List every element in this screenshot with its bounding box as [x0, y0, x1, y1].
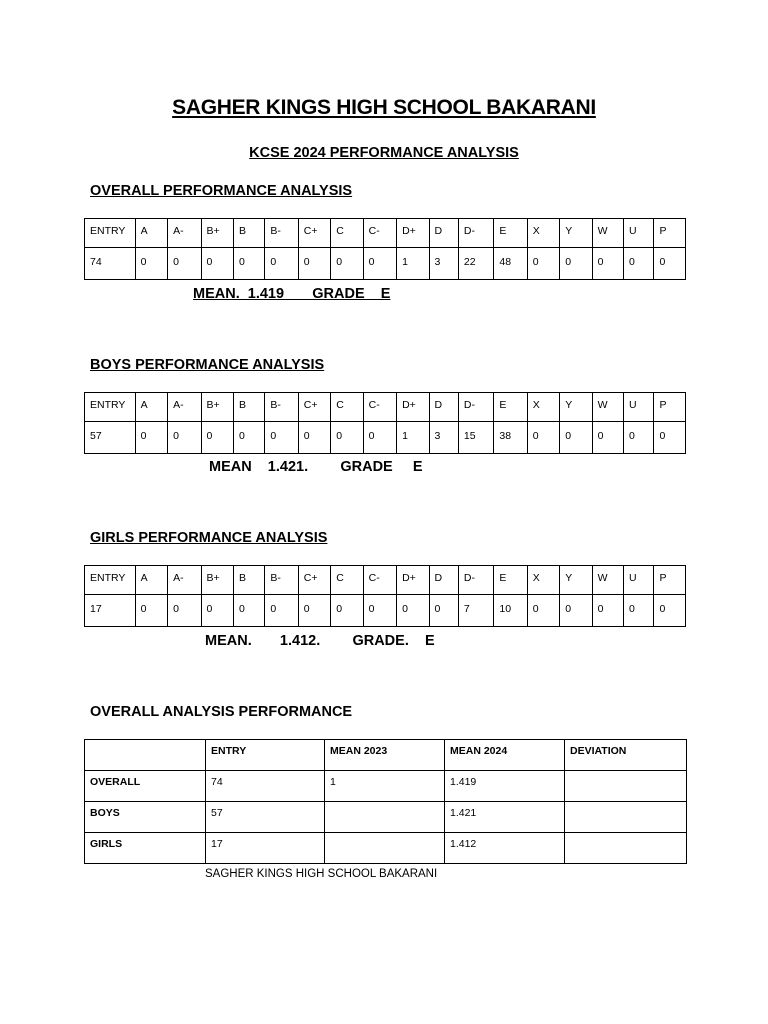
grade-header: B+	[201, 566, 233, 595]
grade-header: B	[233, 393, 264, 422]
grade-header: B+	[201, 219, 233, 248]
grade-header: Y	[560, 393, 592, 422]
grade-header: D+	[397, 393, 429, 422]
grade-count-cell: 7	[458, 595, 493, 627]
table-row	[85, 771, 687, 802]
girls-grade-table	[84, 565, 686, 627]
grade-header: B-	[265, 393, 298, 422]
deviation-header: DEVIATION	[565, 740, 687, 771]
grade-count-cell: 0	[135, 248, 167, 280]
grade-count-cell: 0	[201, 422, 233, 454]
mean-2024-cell: 1.412	[445, 833, 565, 864]
grade-header-row	[85, 393, 686, 422]
deviation-cell	[565, 833, 687, 864]
grade-header: B+	[201, 393, 233, 422]
grade-count-cell: 0	[265, 595, 298, 627]
corner-cell	[85, 740, 206, 771]
grade-count-row	[85, 595, 686, 627]
grade-count-cell: 0	[265, 248, 298, 280]
grade-count-cell: 0	[265, 422, 298, 454]
table-row	[85, 802, 687, 833]
grade-header: W	[592, 393, 623, 422]
grade-header: Y	[560, 219, 592, 248]
grade-count-cell: 0	[201, 248, 233, 280]
grade-count-cell: 0	[331, 595, 363, 627]
girls-mean-grade: MEAN. 1.412. GRADE. E	[205, 633, 435, 649]
overall-analysis-table	[84, 739, 687, 864]
mean-2023-cell: 1	[325, 771, 445, 802]
entry-cell: 17	[206, 833, 325, 864]
grade-count-cell: 1	[397, 248, 429, 280]
grade-count-cell: 0	[363, 248, 396, 280]
grade-header: A	[135, 219, 167, 248]
grade-count-cell: 0	[624, 248, 654, 280]
grade-header: C	[331, 393, 363, 422]
mean-2024-cell: 1.421	[445, 802, 565, 833]
grade-count-cell: 0	[298, 248, 330, 280]
grade-count-cell: 0	[298, 422, 330, 454]
grade-count-cell: 38	[494, 422, 527, 454]
grade-header: A-	[168, 219, 201, 248]
grade-header: B	[233, 219, 264, 248]
overall-mean-grade: MEAN. 1.419 GRADE E	[193, 286, 391, 302]
entry-header: ENTRY	[85, 219, 136, 248]
grade-header: D	[429, 566, 458, 595]
grade-header: D	[429, 393, 458, 422]
grade-header: D+	[397, 219, 429, 248]
grade-count-cell: 0	[233, 595, 264, 627]
grade-count-cell: 0	[201, 595, 233, 627]
grade-header: C+	[298, 393, 330, 422]
grade-header-row	[85, 566, 686, 595]
entry-header: ENTRY	[206, 740, 325, 771]
mean-2023-cell	[325, 802, 445, 833]
grade-header: A	[135, 393, 167, 422]
grade-header: E	[494, 393, 527, 422]
grade-header: E	[494, 219, 527, 248]
grade-header: D+	[397, 566, 429, 595]
grade-count-cell: 0	[654, 422, 686, 454]
grade-header: C	[331, 219, 363, 248]
grade-header: C-	[363, 219, 396, 248]
grade-count-cell: 0	[592, 422, 623, 454]
grade-count-cell: 10	[494, 595, 527, 627]
grade-count-cell: 0	[592, 595, 623, 627]
grade-header: B	[233, 566, 264, 595]
overall-analysis-header-row	[85, 740, 687, 771]
row-label: BOYS	[85, 802, 206, 833]
grade-header-row	[85, 219, 686, 248]
mean-2024-cell: 1.419	[445, 771, 565, 802]
grade-header: C-	[363, 566, 396, 595]
entry-count-cell: 74	[85, 248, 136, 280]
grade-count-cell: 0	[624, 595, 654, 627]
grade-header: P	[654, 566, 686, 595]
deviation-cell	[565, 771, 687, 802]
grade-header: X	[527, 393, 559, 422]
grade-count-cell: 0	[527, 595, 559, 627]
grade-count-cell: 0	[363, 595, 396, 627]
grade-count-cell: 3	[429, 422, 458, 454]
overall-grade-table	[84, 218, 686, 280]
report-subtitle: KCSE 2024 PERFORMANCE ANALYSIS	[249, 145, 519, 161]
grade-header: U	[624, 393, 654, 422]
entry-count-cell: 17	[85, 595, 136, 627]
grade-header: P	[654, 393, 686, 422]
grade-count-cell: 0	[233, 248, 264, 280]
grade-count-cell: 0	[624, 422, 654, 454]
grade-header: A	[135, 566, 167, 595]
grade-count-cell: 0	[397, 595, 429, 627]
grade-header: Y	[560, 566, 592, 595]
boys-mean-grade: MEAN 1.421. GRADE E	[209, 459, 423, 475]
grade-header: D-	[458, 566, 493, 595]
girls-performance-heading: GIRLS PERFORMANCE ANALYSIS	[90, 530, 328, 546]
grade-count-cell: 15	[458, 422, 493, 454]
mean-2024-header: MEAN 2024	[445, 740, 565, 771]
grade-count-cell: 0	[560, 595, 592, 627]
grade-count-cell: 22	[458, 248, 493, 280]
grade-count-cell: 48	[494, 248, 527, 280]
grade-count-cell: 1	[397, 422, 429, 454]
grade-count-cell: 0	[527, 422, 559, 454]
grade-count-cell: 0	[527, 248, 559, 280]
grade-header: D-	[458, 219, 493, 248]
grade-count-cell: 0	[331, 248, 363, 280]
deviation-cell	[565, 802, 687, 833]
grade-count-cell: 0	[135, 595, 167, 627]
overall-performance-heading: OVERALL PERFORMANCE ANALYSIS	[90, 183, 353, 199]
grade-header: P	[654, 219, 686, 248]
grade-header: X	[527, 219, 559, 248]
grade-count-cell: 0	[654, 248, 686, 280]
overall-analysis-heading: OVERALL ANALYSIS PERFORMANCE	[90, 704, 353, 720]
grade-header: C+	[298, 566, 330, 595]
school-title: SAGHER KINGS HIGH SCHOOL BAKARANI	[172, 96, 596, 119]
grade-header: U	[624, 566, 654, 595]
grade-count-row	[85, 422, 686, 454]
grade-count-cell: 0	[560, 422, 592, 454]
grade-count-cell: 0	[654, 595, 686, 627]
grade-count-cell: 0	[429, 595, 458, 627]
grade-count-cell: 0	[592, 248, 623, 280]
grade-count-cell: 0	[331, 422, 363, 454]
grade-header: D-	[458, 393, 493, 422]
entry-cell: 57	[206, 802, 325, 833]
entry-cell: 74	[206, 771, 325, 802]
grade-header: A-	[168, 566, 201, 595]
grade-count-cell: 0	[168, 248, 201, 280]
grade-count-cell: 0	[233, 422, 264, 454]
grade-header: E	[494, 566, 527, 595]
grade-count-cell: 0	[168, 595, 201, 627]
grade-header: X	[527, 566, 559, 595]
entry-count-cell: 57	[85, 422, 136, 454]
grade-header: B-	[265, 219, 298, 248]
grade-header: C+	[298, 219, 330, 248]
grade-count-cell: 0	[168, 422, 201, 454]
grade-header: B-	[265, 566, 298, 595]
grade-count-cell: 0	[298, 595, 330, 627]
grade-header: W	[592, 219, 623, 248]
entry-header: ENTRY	[85, 566, 136, 595]
row-label: GIRLS	[85, 833, 206, 864]
mean-2023-header: MEAN 2023	[325, 740, 445, 771]
boys-performance-heading: BOYS PERFORMANCE ANALYSIS	[90, 357, 325, 373]
footer-school-name: SAGHER KINGS HIGH SCHOOL BAKARANI	[205, 868, 438, 880]
grade-header: D	[429, 219, 458, 248]
grade-header: C	[331, 566, 363, 595]
grade-count-cell: 0	[560, 248, 592, 280]
grade-header: C-	[363, 393, 396, 422]
grade-header: W	[592, 566, 623, 595]
grade-count-cell: 0	[363, 422, 396, 454]
grade-count-row	[85, 248, 686, 280]
boys-grade-table	[84, 392, 686, 454]
table-row	[85, 833, 687, 864]
entry-header: ENTRY	[85, 393, 136, 422]
grade-count-cell: 3	[429, 248, 458, 280]
mean-2023-cell	[325, 833, 445, 864]
grade-header: A-	[168, 393, 201, 422]
grade-count-cell: 0	[135, 422, 167, 454]
grade-header: U	[624, 219, 654, 248]
row-label: OVERALL	[85, 771, 206, 802]
